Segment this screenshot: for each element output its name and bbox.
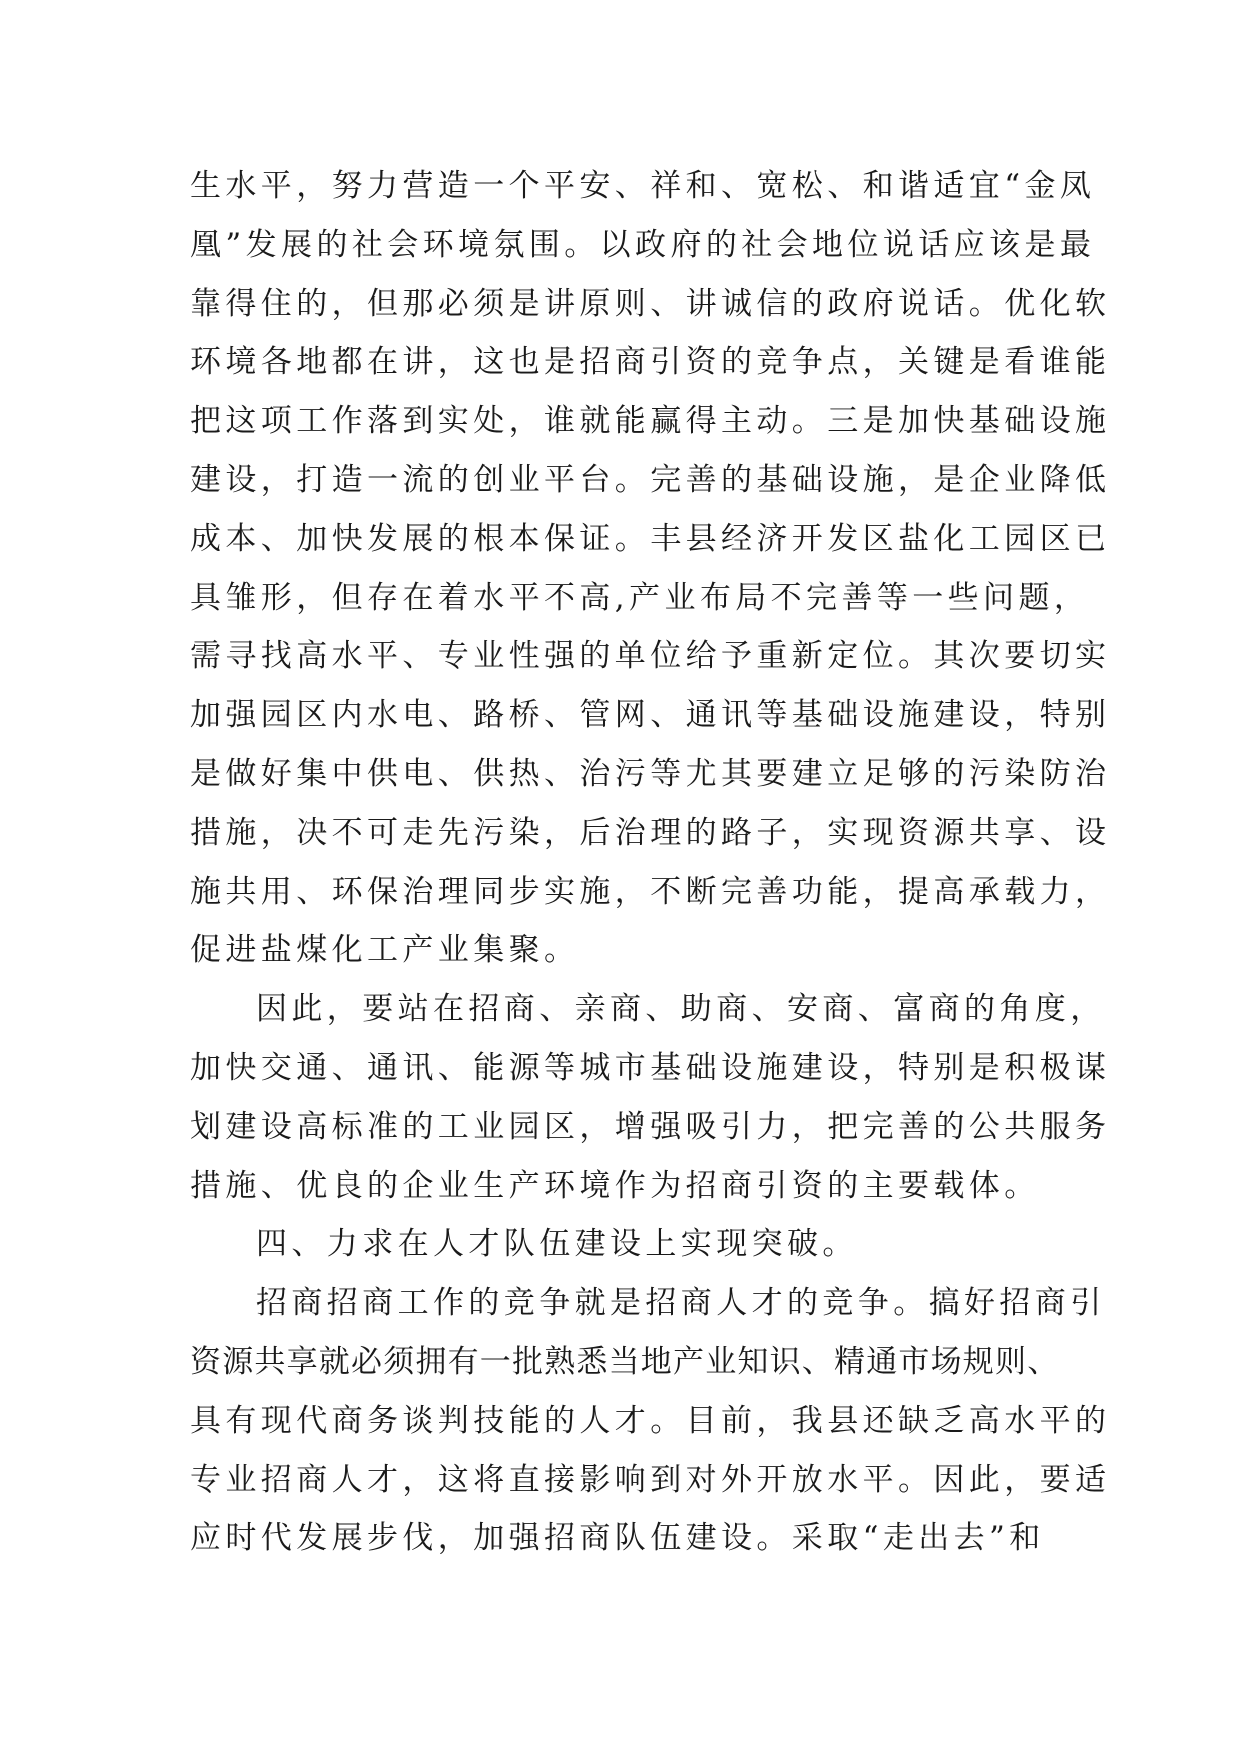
- text-line: 促进盐煤化工产业集聚。: [190, 932, 580, 969]
- text-line: 措施、优良的企业生产环境作为招商引资的主要载体。: [190, 1167, 1040, 1204]
- text-line: 需寻找高水平、专业性强的单位给予重新定位。其次要切实: [190, 638, 1111, 675]
- section-heading: 四、力求在人才队伍建设上实现突破。: [256, 1226, 858, 1263]
- text-line: 建设，打造一流的创业平台。完善的基础设施，是企业降低: [190, 461, 1111, 498]
- paragraph-start-line: 因此，要站在招商、亲商、助商、安商、富商的角度，: [256, 991, 1106, 1028]
- text-line: 应时代发展步伐，加强招商队伍建设。采取“走出去”和: [190, 1520, 1045, 1557]
- text-line: 加快交通、通讯、能源等城市基础设施建设，特别是积极谋: [190, 1049, 1111, 1086]
- text-line: 成本、加快发展的根本保证。丰县经济开发区盐化工园区已: [190, 520, 1111, 557]
- text-line: 施共用、环保治理同步实施，不断完善功能，提高承载力，: [190, 873, 1111, 910]
- text-line: 凰”发展的社会环境氛围。以政府的社会地位说话应该是最: [190, 226, 1096, 263]
- text-line: 是做好集中供电、供热、治污等尤其要建立足够的污染防治: [190, 755, 1111, 792]
- text-line: 具雏形，但存在着水平不高,产业布局不完善等一些问题，: [190, 579, 1090, 616]
- text-line: 加强园区内水电、路桥、管网、通讯等基础设施建设，特别: [190, 697, 1111, 734]
- text-line: 专业招商人才，这将直接影响到对外开放水平。因此，要适: [190, 1461, 1111, 1498]
- text-line: 具有现代商务谈判技能的人才。目前，我县还缺乏高水平的: [190, 1402, 1111, 1439]
- text-line: 资源共享就必须拥有一批熟悉当地产业知识、精通市场规则、: [190, 1343, 1060, 1380]
- paragraph-start-line: 招商招商工作的竞争就是招商人才的竞争。搞好招商引: [256, 1285, 1106, 1322]
- text-line: 划建设高标准的工业园区，增强吸引力，把完善的公共服务: [190, 1108, 1111, 1145]
- text-line: 措施，决不可走先污染，后治理的路子，实现资源共享、设: [190, 814, 1111, 851]
- body-text: [190, 157, 1111, 1568]
- text-line: 靠得住的，但那必须是讲原则、讲诚信的政府说话。优化软: [190, 285, 1111, 322]
- text-line: 环境各地都在讲，这也是招商引资的竞争点，关键是看谁能: [190, 344, 1111, 381]
- text-line: 生水平，努力营造一个平安、祥和、宽松、和谐适宜“金凤: [190, 168, 1096, 204]
- text-line: 把这项工作落到实处，谁就能赢得主动。三是加快基础设施: [190, 403, 1111, 440]
